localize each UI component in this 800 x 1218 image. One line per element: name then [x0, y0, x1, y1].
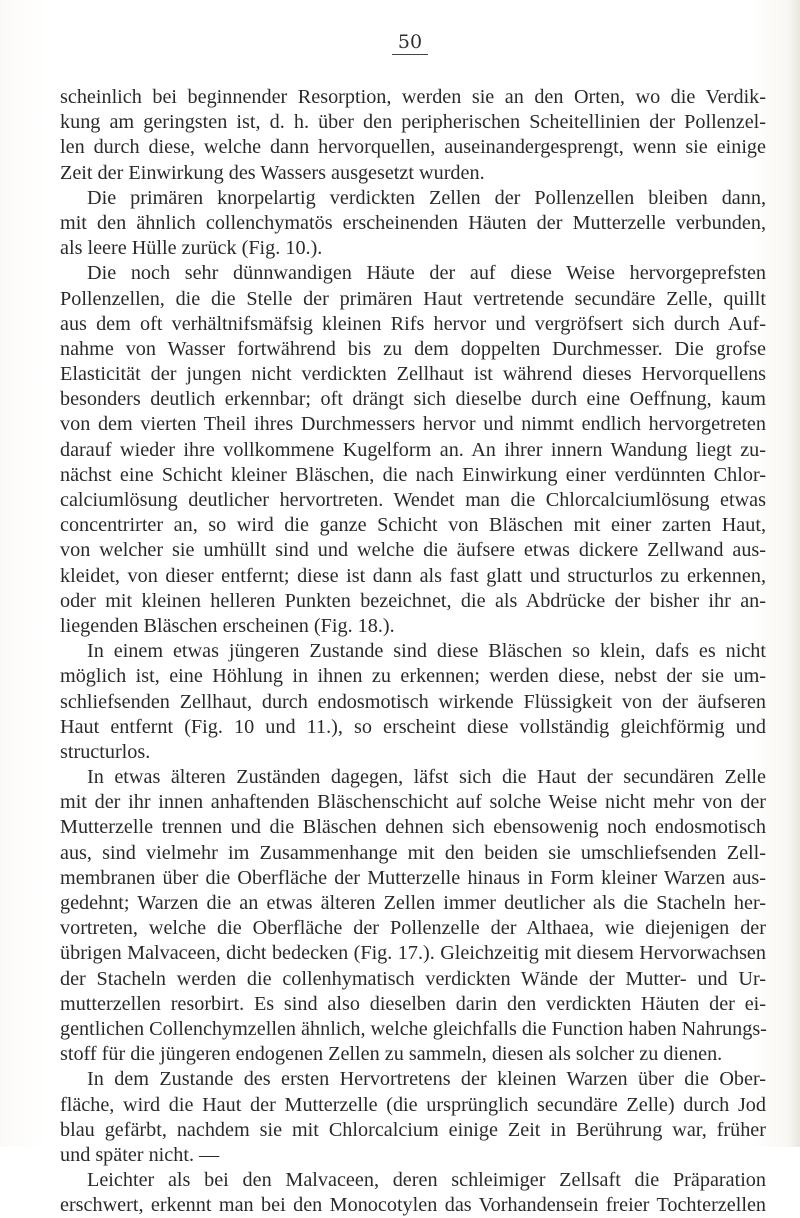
text-line: nahme von Wasser fortwährend bis zu dem doppelten Durchmesser. Die grofse — [60, 337, 766, 360]
text-line: übrigen Malvaceen, dicht bedecken (Fig. 17.). Gleichzeitig mit diesem Hervorwachsen — [60, 942, 766, 965]
text-line: blau gefärbt, nachdem sie mit Chlorcalcium einige Zeit in Berührung war, früher — [60, 1118, 766, 1141]
text-line: In dem Zustande des ersten Hervortretens der kleinen Warzen über die Ober- — [87, 1068, 766, 1091]
text-line: scheinlich bei beginnender Resorption, werden sie an den Orten, wo die Verdik- — [60, 86, 766, 108]
text-line: Leichter als bei den Malvaceen, deren schleimiger Zellsaft die Präparation — [87, 1169, 766, 1192]
text-line: oder mit kleinen helleren Punkten bezeichnet, die als Abdrücke der bisher ihr an- — [60, 589, 766, 612]
text-line: vortreten, welche die Oberfläche der Pollenzelle der Althaea, wie diejenigen der — [60, 917, 766, 940]
text-line: Haut entfernt (Fig. 10 und 11.), so erscheint diese vollständig gleichförmig und — [60, 715, 766, 738]
text-line: gentlichen Collenchymzellen ähnlich, welche gleichfalls die Function haben Nahrungs- — [60, 1017, 767, 1040]
text-line: schliefsenden Zellhaut, durch endosmotisch wirkende Flüssigkeit von der äufseren — [60, 690, 766, 713]
text-line: kleidet, von dieser entfernt; diese ist dann als fast glatt und structurlos zu erkennen, — [60, 564, 766, 587]
text-line: calciumlösung deutlicher hervortreten. Wendet man die Chlorcalciumlösung etwas — [60, 489, 766, 511]
text-line: Pollenzellen, die die Stelle der primären Haut vertretende secundäre Zelle, quillt — [60, 287, 766, 310]
text-line: von dem vierten Theil ihres Durchmessers hervor und nimmt endlich hervorgetreten — [60, 413, 766, 436]
text-line: Zeit der Einwirkung des Wassers ausgesetzt wurden. — [60, 161, 485, 184]
text-line: stoff für die jüngeren endogenen Zellen zu sammeln, diesen als solcher zu dienen. — [60, 1043, 723, 1066]
text-line: mutterzellen resorbirt. Es sind also dieselben darin den verdickten Häuten der ei- — [60, 992, 766, 1015]
text-line: aus, sind vielmehr im Zusammenhange mit den beiden sie umschliefsenden Zell- — [60, 841, 766, 864]
text-line: der Stacheln werden die collenhymatisch verdickten Wände der Mutter- und Ur- — [60, 967, 766, 990]
page-edge-shadow — [788, 0, 800, 1147]
text-line: erschwert, erkennt man bei den Monocotylen das Vorhandensein freier Tochterzellen — [60, 1194, 766, 1217]
text-line: kung am geringsten ist, d. h. über den peripherischen Scheitellinien der Pollenzel- — [60, 111, 766, 134]
text-line: möglich ist, eine Höhlung in ihnen zu erkennen; werden diese, nebst der sie um- — [60, 665, 766, 688]
text-line: gedehnt; Warzen die an etwas älteren Zellen immer deutlicher als die Stacheln her- — [60, 892, 766, 914]
text-line: Die primären knorpelartig verdickten Zellen der Pollenzellen bleiben dann, — [87, 186, 766, 209]
text-line: nächst eine Schicht kleiner Bläschen, die nach Einwirkung einer verdünnten Chlor- — [60, 463, 766, 486]
text-line: len durch diese, welche dann hervorquellen, auseinandergesprengt, wenn sie einige — [60, 136, 766, 159]
text-line: Die noch sehr dünnwandigen Häute der auf diese Weise hervorgeprefsten — [87, 262, 766, 285]
text-line: von welcher sie umhüllt sind und welche die äufsere etwas dickere Zellwand aus- — [60, 539, 766, 562]
text-line: In etwas älteren Zuständen dagegen, läfst sich die Haut der secundären Zelle — [87, 766, 766, 789]
text-line: darauf wieder ihre vollkommene Kugelform an. An ihrer innern Wandung liegt zu- — [60, 438, 766, 461]
text-line: liegenden Bläschen erscheinen (Fig. 18.). — [60, 614, 395, 637]
text-line: membranen über die Oberfläche der Mutterzelle hinaus in Form kleiner Warzen aus- — [60, 866, 766, 889]
text-line: und später nicht. — — [60, 1143, 220, 1166]
text-line: als leere Hülle zurück (Fig. 10.). — [60, 237, 323, 260]
text-line: aus dem oft verhältnifsmäfsig kleinen Rifs hervor und vergröfsert sich durch Auf- — [60, 312, 766, 335]
text-line: concentrirter an, so wird die ganze Schicht von Bläschen mit einer zarten Haut, — [60, 514, 766, 537]
text-line: Mutterzelle trennen und die Bläschen dehnen sich ebensowenig noch endosmotisch — [60, 816, 766, 839]
text-line: fläche, wird die Haut der Mutterzelle (die ursprünglich secundäre Zelle) durch Jod — [60, 1093, 766, 1116]
page-number: 50 — [392, 30, 428, 55]
text-line: Elasticität der jungen nicht verdickten Zellhaut ist während dieses Hervorquellens — [60, 363, 766, 386]
text-line: mit der ihr innen anhaftenden Bläschenschicht auf solche Weise nicht mehr von der — [60, 791, 766, 814]
text-line: besonders deutlich erkennbar; oft drängt sich dieselbe durch eine Oeffnung, kaum — [60, 388, 766, 411]
body-text — [60, 85, 766, 1218]
text-line: mit den ähnlich collenchymatös erscheinenden Häuten der Mutterzelle verbunden, — [60, 211, 766, 234]
text-line: In einem etwas jüngeren Zustande sind diese Bläschen so klein, dafs es nicht — [87, 640, 766, 663]
text-line: structurlos. — [60, 740, 151, 763]
